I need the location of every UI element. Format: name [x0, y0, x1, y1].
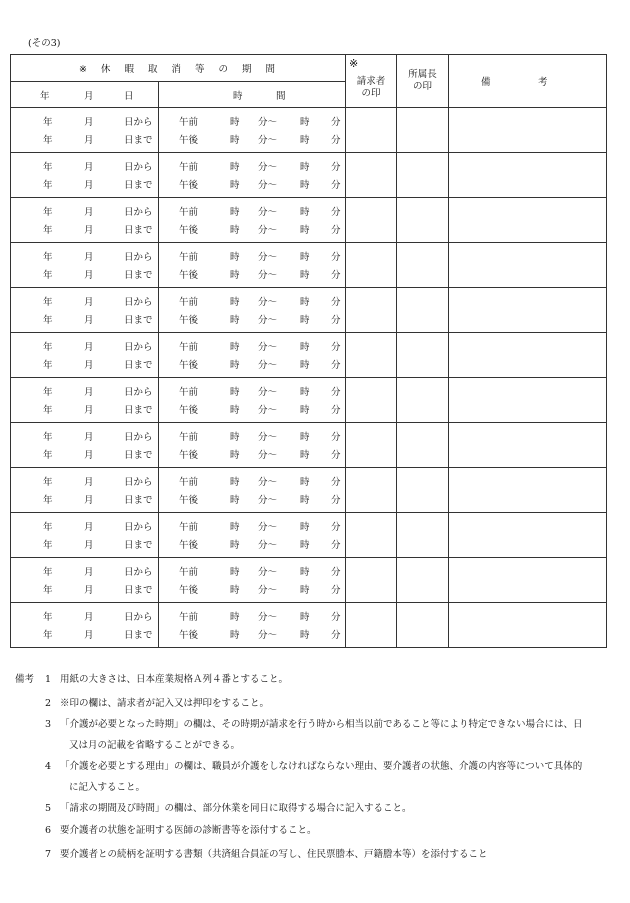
table-row	[11, 603, 607, 648]
remarks-cell[interactable]	[449, 198, 607, 243]
chief-seal-cell[interactable]	[397, 378, 449, 423]
requester-seal-cell[interactable]	[346, 153, 397, 198]
table-row	[11, 468, 607, 513]
requester-seal-cell[interactable]	[346, 603, 397, 648]
date-header: 年 月 日	[11, 82, 159, 108]
date-cell[interactable]: 年 月 日から 年 月 日まで	[11, 378, 159, 423]
chief-seal-cell[interactable]	[397, 468, 449, 513]
chief-seal-cell[interactable]	[397, 153, 449, 198]
time-cell[interactable]: 午前 時 分〜 時 分 午後 時 分〜 時 分	[159, 513, 346, 558]
table-row	[11, 558, 607, 603]
time-cell[interactable]: 午前 時 分〜 時 分 午後 時 分〜 時 分	[159, 288, 346, 333]
remarks-cell[interactable]	[449, 288, 607, 333]
requester-seal-cell[interactable]	[346, 108, 397, 153]
date-cell[interactable]: 年 月 日から 年 月 日まで	[11, 468, 159, 513]
date-cell[interactable]: 年 月 日から 年 月 日まで	[11, 423, 159, 468]
remarks-cell[interactable]	[449, 153, 607, 198]
chief-seal-cell[interactable]	[397, 288, 449, 333]
requester-seal-cell[interactable]	[346, 288, 397, 333]
remarks-cell[interactable]	[449, 468, 607, 513]
leave-cancellation-table	[10, 54, 607, 648]
time-cell[interactable]: 午前 時 分〜 時 分 午後 時 分〜 時 分	[159, 558, 346, 603]
period-title: ※ 休 暇 取 消 等 の 期 間	[11, 55, 346, 82]
table-row	[11, 108, 607, 153]
requester-seal-cell[interactable]	[346, 423, 397, 468]
requester-seal-header: ※ 請求者 の印	[346, 55, 397, 108]
remarks-cell[interactable]	[449, 558, 607, 603]
date-cell[interactable]: 年 月 日から 年 月 日まで	[11, 198, 159, 243]
table-row	[11, 333, 607, 378]
remarks-cell[interactable]	[449, 423, 607, 468]
time-cell[interactable]: 午前 時 分〜 時 分 午後 時 分〜 時 分	[159, 108, 346, 153]
chief-seal-cell[interactable]	[397, 333, 449, 378]
table-row	[11, 288, 607, 333]
time-cell[interactable]: 午前 時 分〜 時 分 午後 時 分〜 時 分	[159, 378, 346, 423]
page-label: (その3)	[28, 38, 61, 49]
date-cell[interactable]: 年 月 日から 年 月 日まで	[11, 288, 159, 333]
date-cell[interactable]: 年 月 日から 年 月 日まで	[11, 153, 159, 198]
remarks-cell[interactable]	[449, 378, 607, 423]
chief-seal-cell[interactable]	[397, 513, 449, 558]
remarks-cell[interactable]	[449, 513, 607, 558]
chief-seal-header: 所属長 の印	[397, 55, 449, 108]
time-cell[interactable]: 午前 時 分〜 時 分 午後 時 分〜 時 分	[159, 423, 346, 468]
table-row	[11, 243, 607, 288]
table-row	[11, 378, 607, 423]
chief-seal-cell[interactable]	[397, 108, 449, 153]
requester-seal-cell[interactable]	[346, 243, 397, 288]
date-cell[interactable]: 年 月 日から 年 月 日まで	[11, 243, 159, 288]
time-cell[interactable]: 午前 時 分〜 時 分 午後 時 分〜 時 分	[159, 468, 346, 513]
chief-seal-cell[interactable]	[397, 603, 449, 648]
table-row	[11, 423, 607, 468]
remarks-cell[interactable]	[449, 603, 607, 648]
chief-seal-cell[interactable]	[397, 198, 449, 243]
time-cell[interactable]: 午前 時 分〜 時 分 午後 時 分〜 時 分	[159, 603, 346, 648]
requester-seal-cell[interactable]	[346, 558, 397, 603]
notes-heading: 備考	[15, 674, 35, 685]
date-cell[interactable]: 年 月 日から 年 月 日まで	[11, 513, 159, 558]
requester-seal-cell[interactable]	[346, 378, 397, 423]
date-cell[interactable]: 年 月 日から 年 月 日まで	[11, 108, 159, 153]
time-cell[interactable]: 午前 時 分〜 時 分 午後 時 分〜 時 分	[159, 198, 346, 243]
chief-seal-cell[interactable]	[397, 423, 449, 468]
requester-seal-cell[interactable]	[346, 198, 397, 243]
time-cell[interactable]: 午前 時 分〜 時 分 午後 時 分〜 時 分	[159, 333, 346, 378]
remarks-cell[interactable]	[449, 333, 607, 378]
date-cell[interactable]: 年 月 日から 年 月 日まで	[11, 603, 159, 648]
time-cell[interactable]: 午前 時 分〜 時 分 午後 時 分〜 時 分	[159, 153, 346, 198]
chief-seal-cell[interactable]	[397, 243, 449, 288]
requester-seal-cell[interactable]	[346, 468, 397, 513]
remarks-cell[interactable]	[449, 108, 607, 153]
time-header: 時 間	[159, 82, 346, 108]
remarks-cell[interactable]	[449, 243, 607, 288]
requester-seal-cell[interactable]	[346, 333, 397, 378]
date-cell[interactable]: 年 月 日から 年 月 日まで	[11, 558, 159, 603]
table-row	[11, 153, 607, 198]
remarks-header: 備 考	[449, 55, 607, 108]
date-cell[interactable]: 年 月 日から 年 月 日まで	[11, 333, 159, 378]
time-cell[interactable]: 午前 時 分〜 時 分 午後 時 分〜 時 分	[159, 243, 346, 288]
requester-seal-cell[interactable]	[346, 513, 397, 558]
chief-seal-cell[interactable]	[397, 558, 449, 603]
table-row	[11, 513, 607, 558]
table-row	[11, 198, 607, 243]
